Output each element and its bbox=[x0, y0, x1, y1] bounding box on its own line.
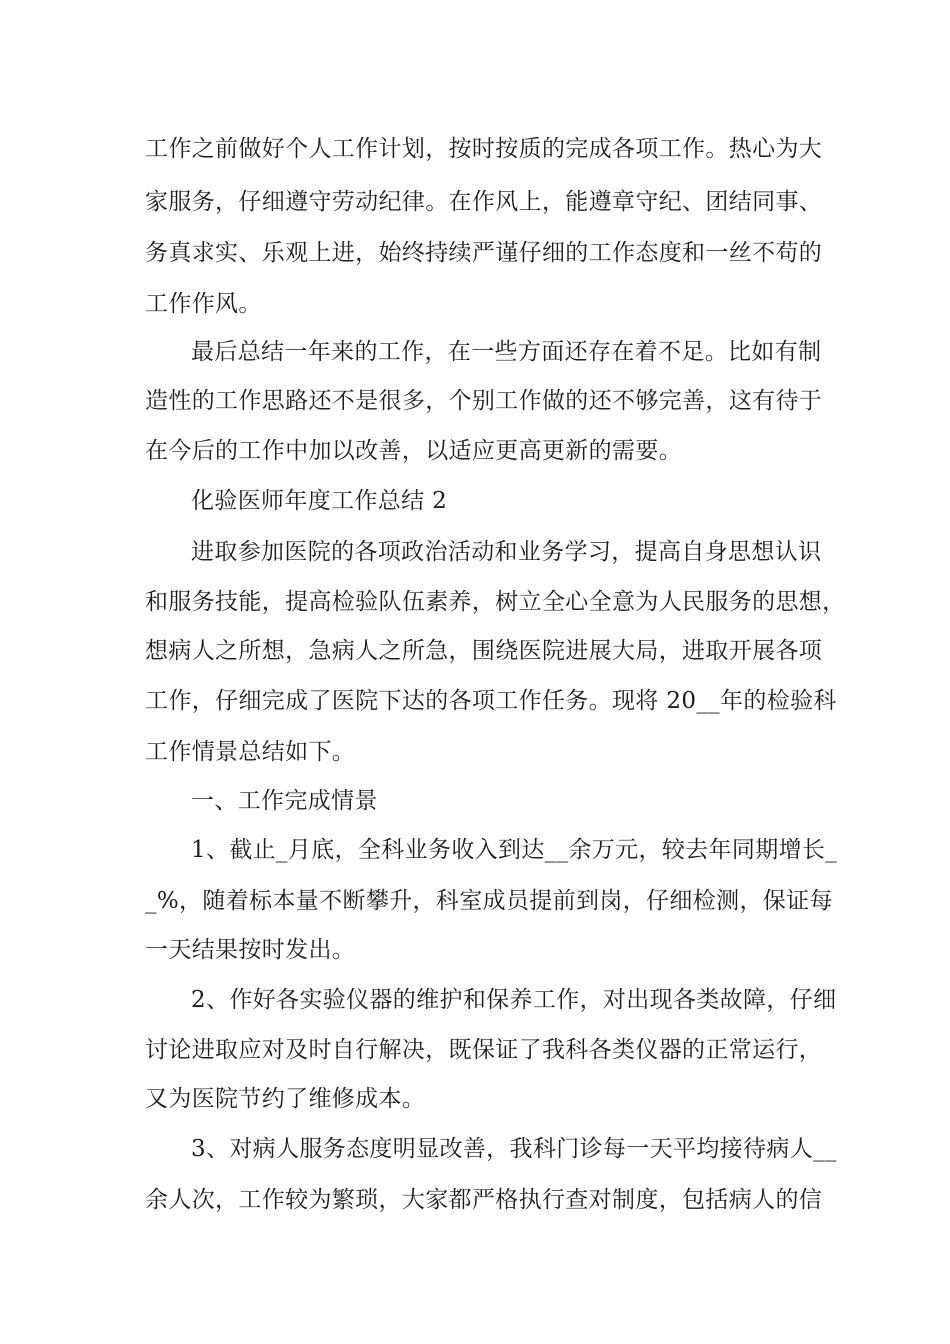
text-line: 想病人之所想，急病人之所急，围绕医院进展大局，进取开展各项 bbox=[145, 638, 823, 664]
text-line: 最后总结一年来的工作，在一些方面还存在着不足。比如有制 bbox=[191, 339, 822, 365]
text-line: 在今后的工作中加以改善，以适应更高更新的需要。 bbox=[145, 438, 683, 464]
section-heading: 一、工作完成情景 bbox=[191, 788, 378, 814]
text-line: 造性的工作思路还不是很多，个别工作做的还不够完善，这有待于 bbox=[145, 388, 823, 414]
text-line: 余人次，工作较为繁琐，大家都严格执行查对制度，包括病人的信 bbox=[145, 1187, 823, 1213]
text-line: 一天结果按时发出。 bbox=[145, 937, 356, 963]
text-line: 1、截止_月底，全科业务收入到达__余万元，较去年同期增长_ bbox=[191, 837, 838, 863]
text-line: 工作情景总结如下。 bbox=[145, 739, 356, 765]
text-line: 务真求实、乐观上进，始终持续严谨仔细的工作态度和一丝不苟的 bbox=[145, 240, 823, 266]
text-line: 和服务技能，提高检验队伍素养，树立全心全意为人民服务的思想， bbox=[145, 589, 846, 615]
text-line: 3、对病人服务态度明显改善，我科门诊每一天平均接待病人__ bbox=[191, 1136, 837, 1162]
text-line: 工作作风。 bbox=[145, 291, 262, 317]
text-line: 进取参加医院的各项政治活动和业务学习，提高自身思想认识 bbox=[191, 539, 822, 565]
text-line: 家服务，仔细遵守劳动纪律。在作风上，能遵章守纪、团结同事、 bbox=[145, 189, 823, 215]
text-line: 2、作好各实验仪器的维护和保养工作，对出现各类故障，仔细 bbox=[191, 987, 837, 1013]
text-line: 工作，仔细完成了医院下达的各项工作任务。现将 20__年的检验科 bbox=[145, 688, 837, 714]
section-title: 化验医师年度工作总结 2 bbox=[191, 488, 448, 514]
text-line: 工作之前做好个人工作计划，按时按质的完成各项工作。热心为大 bbox=[145, 136, 823, 162]
text-line: 讨论进取应对及时自行解决，既保证了我科各类仪器的正常运行， bbox=[145, 1037, 823, 1063]
text-line: _%，随着标本量不断攀升，科室成员提前到岗，仔细检测，保证每 bbox=[145, 888, 833, 914]
text-line: 又为医院节约了维修成本。 bbox=[145, 1086, 426, 1112]
